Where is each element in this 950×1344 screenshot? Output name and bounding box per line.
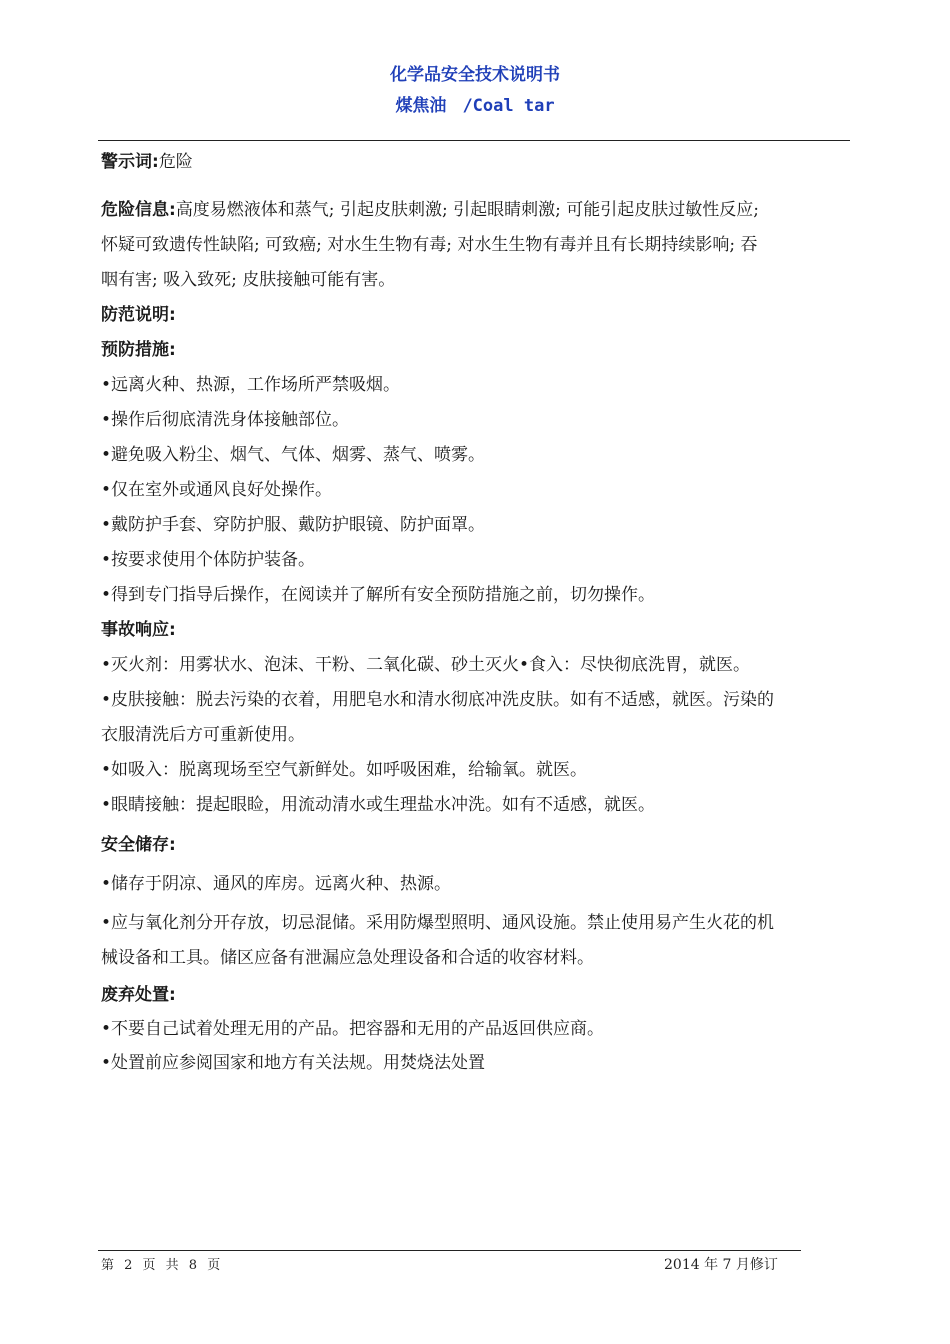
- prevention-item: •戴防护手套、穿防护服、戴防护眼镜、防护面罩。: [101, 515, 486, 535]
- signal-word-value: 危险: [158, 152, 193, 172]
- prevention-item: •远离火种、热源，工作场所严禁吸烟。: [101, 375, 401, 395]
- product-name-en: /Coal tar: [462, 96, 555, 116]
- response-item: •如吸入：脱离现场至空气新鲜处。如呼吸困难，给输氧。就医。: [101, 760, 588, 780]
- footer-divider: [98, 1250, 801, 1251]
- product-name-cn: 煤焦油: [395, 96, 447, 116]
- header-divider: [98, 140, 850, 141]
- signal-word-label: 警示词:: [101, 152, 159, 172]
- hazard-label: 危险信息:: [101, 200, 176, 220]
- storage-item: 械设备和工具。储区应备有泄漏应急处理设备和合适的收容材料。: [101, 948, 594, 968]
- hazard-line-1: [101, 199, 851, 221]
- hazard-line-2: 怀疑可致遗传性缺陷; 可致癌; 对水生生物有毒; 对水生生物有毒并且有长期持续影响; 吞: [101, 235, 758, 255]
- prevention-item: •操作后彻底清洗身体接触部位。: [101, 410, 350, 430]
- revision-date: 2014 年 7 月修订: [664, 1257, 778, 1273]
- prevention-item: •仅在室外或通风良好处操作。: [101, 480, 333, 500]
- response-item: •皮肤接触：脱去污染的衣着，用肥皂水和清水彻底冲洗皮肤。如有不适感，就医。污染的: [101, 690, 775, 710]
- document-subtitle: [0, 91, 950, 116]
- disposal-heading: 废弃处置:: [101, 985, 176, 1005]
- signal-word-line: [101, 151, 851, 173]
- prevention-heading: 预防措施:: [101, 340, 176, 360]
- hazard-line-3: 咽有害; 吸入致死; 皮肤接触可能有害。: [101, 270, 396, 290]
- response-item: 衣服清洗后方可重新使用。: [101, 725, 305, 745]
- storage-item: •应与氧化剂分开存放，切忌混储。采用防爆型照明、通风设施。禁止使用易产生火花的机: [101, 913, 775, 933]
- disposal-item: •不要自己试着处理无用的产品。把容器和无用的产品返回供应商。: [101, 1019, 605, 1039]
- response-heading: 事故响应:: [101, 620, 176, 640]
- prevention-item: •得到专门指导后操作，在阅读并了解所有安全预防措施之前，切勿操作。: [101, 585, 656, 605]
- prevention-item: •避免吸入粉尘、烟气、气体、烟雾、蒸气、喷雾。: [101, 445, 486, 465]
- storage-heading: 安全储存:: [101, 835, 176, 855]
- page-number: 第 2 页 共 8 页: [101, 1258, 224, 1273]
- disposal-item: •处置前应参阅国家和地方有关法规。用焚烧法处置: [101, 1053, 486, 1073]
- document-title: 化学品安全技术说明书: [390, 65, 560, 85]
- response-item: •眼睛接触：提起眼睑，用流动清水或生理盐水冲洗。如有不适感，就医。: [101, 795, 656, 815]
- storage-item: •储存于阴凉、通风的库房。远离火种、热源。: [101, 874, 452, 894]
- response-item: •灭火剂：用雾状水、泡沫、干粉、二氧化碳、砂土灭火•食入：尽快彻底洗胃，就医。: [101, 655, 751, 675]
- hazard-text-1: 高度易燃液体和蒸气; 引起皮肤刺激; 引起眼睛刺激; 可能引起皮肤过敏性反应;: [175, 200, 759, 220]
- prevention-item: •按要求使用个体防护装备。: [101, 550, 316, 570]
- precautions-heading: 防范说明:: [101, 305, 176, 325]
